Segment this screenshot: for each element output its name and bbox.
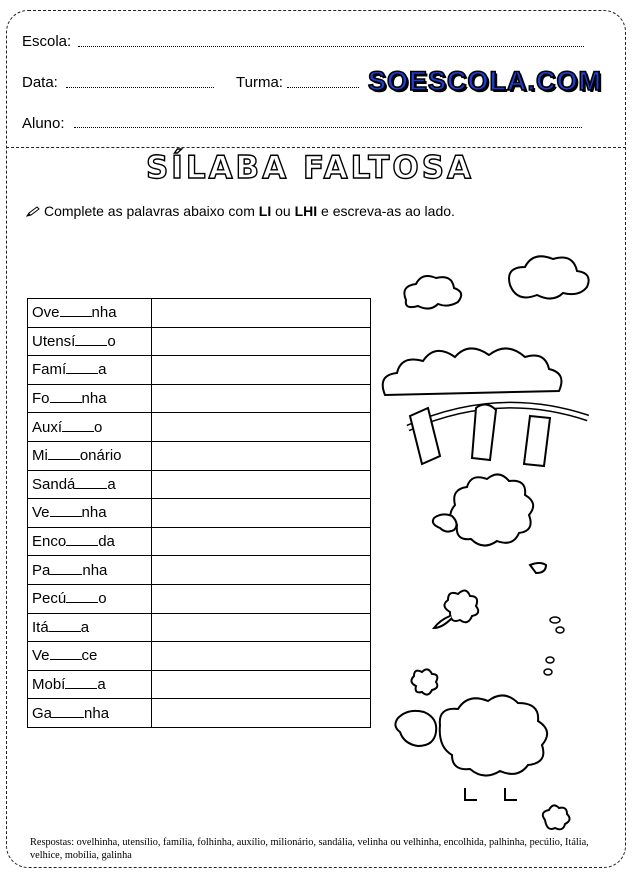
word-suffix: nha <box>82 561 108 579</box>
syllable-blank[interactable] <box>52 707 84 718</box>
word-cell <box>28 384 152 413</box>
table-row <box>28 299 371 328</box>
instruction-text: Complete as palavras abaixo com <box>44 203 259 219</box>
answer-cell[interactable] <box>152 384 371 413</box>
cloud-icon <box>509 256 589 298</box>
header-divider <box>6 147 626 148</box>
word-prefix: Fo <box>32 390 50 408</box>
word-prefix: Utensí <box>32 332 76 350</box>
word-suffix: da <box>98 533 115 551</box>
syllable-blank[interactable] <box>66 363 98 374</box>
word-cell <box>28 670 152 699</box>
instruction-text: ou <box>271 203 295 219</box>
answer-cell[interactable] <box>152 670 371 699</box>
table-row <box>28 670 371 699</box>
date-field[interactable] <box>66 87 214 88</box>
syllable-blank[interactable] <box>50 392 82 403</box>
flower-icon <box>434 590 478 628</box>
word-prefix: Ove <box>32 304 60 322</box>
word-cell <box>28 413 152 442</box>
syllable-blank[interactable] <box>49 621 81 632</box>
syllable-blank[interactable] <box>60 306 92 317</box>
option-lhi: LHI <box>294 203 318 219</box>
answer-cell[interactable] <box>152 356 371 385</box>
word-prefix: Mobí <box>32 676 66 694</box>
answer-cell[interactable] <box>152 327 371 356</box>
worksheet-title: SÍLABA FALTOSA <box>145 150 475 186</box>
word-suffix: nha <box>81 390 107 408</box>
table-row <box>28 327 371 356</box>
flower-icon <box>411 669 437 694</box>
word-suffix: o <box>107 332 116 350</box>
syllable-blank[interactable] <box>48 449 80 460</box>
answer-cell[interactable] <box>152 642 371 671</box>
word-prefix: Auxí <box>32 418 63 436</box>
table-row <box>28 499 371 528</box>
syllable-blank[interactable] <box>65 678 97 689</box>
table-row <box>28 356 371 385</box>
answer-cell[interactable] <box>152 527 371 556</box>
word-table <box>27 298 371 728</box>
school-label: Escola: <box>22 33 72 50</box>
word-prefix: Itá <box>32 618 49 636</box>
word-cell <box>28 613 152 642</box>
word-suffix: a <box>80 618 90 636</box>
table-row <box>28 384 371 413</box>
flower-icon <box>543 805 570 829</box>
answer-cell[interactable] <box>152 584 371 613</box>
farm-illustration <box>380 240 620 840</box>
word-prefix: Sandá <box>32 475 76 493</box>
pencil-icon <box>26 206 40 218</box>
table-row <box>28 556 371 585</box>
word-cell <box>28 356 152 385</box>
answer-cell[interactable] <box>152 470 371 499</box>
syllable-blank[interactable] <box>62 421 94 432</box>
syllable-blank[interactable] <box>66 535 98 546</box>
table-row <box>28 470 371 499</box>
student-label: Aluno: <box>22 115 65 132</box>
word-suffix: o <box>94 418 103 436</box>
word-suffix: o <box>98 590 107 608</box>
answer-key: Respostas: ovelhinha, utensílio, família, folhinha, auxílio, milionário, sandália, velinha ou velhinha, encolhida, palhinha, pecúlio, Itália, velhice, mobília, galinha <box>30 837 589 861</box>
student-field[interactable] <box>74 127 582 128</box>
word-cell <box>28 642 152 671</box>
word-suffix: nha <box>84 704 110 722</box>
date-label: Data: <box>22 74 58 91</box>
word-suffix: a <box>97 676 106 694</box>
word-prefix: Famí <box>32 361 67 379</box>
word-prefix: Ve <box>32 647 50 665</box>
answer-cell[interactable] <box>152 299 371 328</box>
answer-cell[interactable] <box>152 613 371 642</box>
word-prefix: Enco <box>32 533 67 551</box>
table-row <box>28 699 371 728</box>
table-row <box>28 642 371 671</box>
word-suffix: a <box>107 475 116 493</box>
answer-cell[interactable] <box>152 441 371 470</box>
instruction <box>26 203 455 219</box>
syllable-blank[interactable] <box>50 649 82 660</box>
word-suffix: nha <box>91 304 117 322</box>
word-cell <box>28 299 152 328</box>
sheep-icon <box>433 474 546 573</box>
word-cell <box>28 470 152 499</box>
answer-cell[interactable] <box>152 413 371 442</box>
word-suffix: onário <box>79 447 122 465</box>
table-row <box>28 441 371 470</box>
fence-icon <box>408 404 588 466</box>
syllable-blank[interactable] <box>75 478 107 489</box>
word-suffix: a <box>98 361 107 379</box>
site-logo: SOESCOLA.COM <box>368 66 603 96</box>
word-cell <box>28 556 152 585</box>
word-cell <box>28 699 152 728</box>
answer-cell[interactable] <box>152 556 371 585</box>
word-cell <box>28 527 152 556</box>
word-prefix: Pecú <box>32 590 67 608</box>
word-cell <box>28 327 152 356</box>
syllable-blank[interactable] <box>50 506 82 517</box>
word-suffix: ce <box>81 647 98 665</box>
table-row <box>28 527 371 556</box>
word-cell <box>28 499 152 528</box>
school-field[interactable] <box>78 46 584 47</box>
answer-cell[interactable] <box>152 699 371 728</box>
word-suffix: nha <box>81 504 107 522</box>
syllable-blank[interactable] <box>75 335 107 346</box>
table-row <box>28 613 371 642</box>
table-row <box>28 584 371 613</box>
syllable-blank[interactable] <box>50 564 82 575</box>
word-prefix: Ve <box>32 504 50 522</box>
word-cell <box>28 584 152 613</box>
sheep-icon <box>395 695 547 800</box>
word-cell <box>28 441 152 470</box>
word-prefix: Ga <box>32 704 53 722</box>
instruction-text: e escreva-as ao lado. <box>317 203 455 219</box>
class-label: Turma: <box>236 74 283 91</box>
word-prefix: Mi <box>32 447 48 465</box>
answer-cell[interactable] <box>152 499 371 528</box>
bush-icon <box>383 348 562 395</box>
syllable-blank[interactable] <box>66 592 98 603</box>
word-prefix: Pa <box>32 561 51 579</box>
table-row <box>28 413 371 442</box>
cloud-icon <box>404 276 461 309</box>
option-li: LI <box>258 203 272 219</box>
class-field[interactable] <box>287 87 359 88</box>
